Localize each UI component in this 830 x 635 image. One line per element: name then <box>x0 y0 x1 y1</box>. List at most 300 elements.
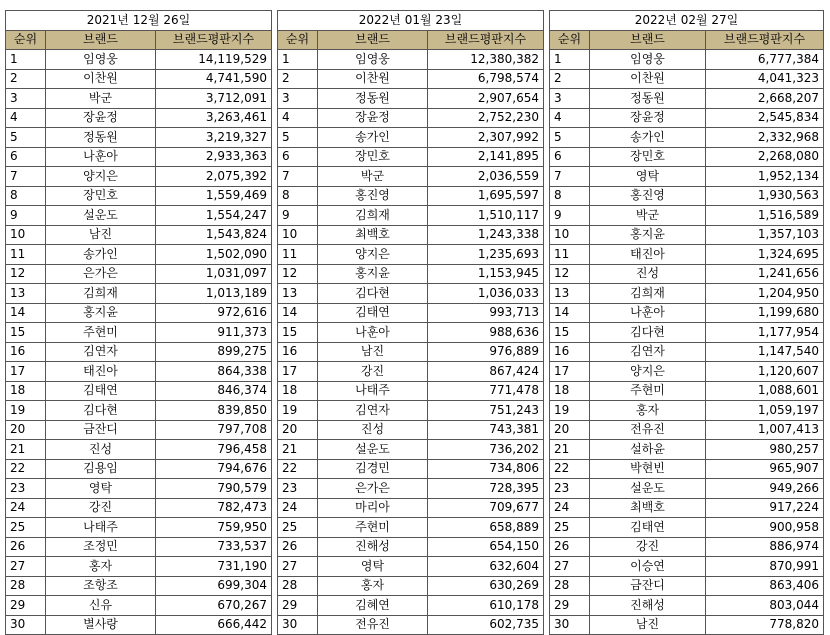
score-cell: 846,374 <box>156 381 272 401</box>
table-row <box>6 615 272 635</box>
brand-cell: 박군 <box>46 89 156 109</box>
score-cell: 988,636 <box>428 323 544 343</box>
table-row <box>550 401 824 421</box>
score-cell: 670,267 <box>156 596 272 616</box>
ranking-panel-2 <box>277 10 544 635</box>
table-row <box>6 518 272 538</box>
table-row <box>550 69 824 89</box>
score-cell: 6,798,574 <box>428 69 544 89</box>
brand-cell: 금잔디 <box>46 420 156 440</box>
table-row <box>278 128 544 148</box>
table-row <box>6 557 272 577</box>
table-row <box>6 381 272 401</box>
rank-cell: 28 <box>550 576 590 596</box>
rank-cell: 23 <box>6 479 46 499</box>
rank-cell: 18 <box>278 381 318 401</box>
rank-cell: 1 <box>278 50 318 70</box>
brand-cell: 은가은 <box>46 264 156 284</box>
rank-cell: 3 <box>6 89 46 109</box>
table-row <box>278 303 544 323</box>
table-row <box>550 264 824 284</box>
score-cell: 899,275 <box>156 342 272 362</box>
brand-cell: 마리아 <box>318 498 428 518</box>
rank-cell: 16 <box>550 342 590 362</box>
rank-header: 순위 <box>550 30 590 50</box>
brand-cell: 김다현 <box>590 323 706 343</box>
rank-cell: 29 <box>6 596 46 616</box>
rank-cell: 25 <box>6 518 46 538</box>
score-cell: 1,088,601 <box>706 381 824 401</box>
score-cell: 1,502,090 <box>156 245 272 265</box>
rank-cell: 4 <box>278 108 318 128</box>
score-cell: 965,907 <box>706 459 824 479</box>
brand-cell: 김연자 <box>318 401 428 421</box>
table-row <box>6 459 272 479</box>
rank-cell: 13 <box>278 284 318 304</box>
rank-cell: 20 <box>550 420 590 440</box>
table-row <box>6 362 272 382</box>
brand-cell: 영탁 <box>318 557 428 577</box>
score-header: 브랜드평판지수 <box>706 30 824 50</box>
table-row <box>278 167 544 187</box>
rank-cell: 3 <box>278 89 318 109</box>
brand-cell: 홍자 <box>46 557 156 577</box>
rank-cell: 27 <box>278 557 318 577</box>
brand-cell: 김태연 <box>46 381 156 401</box>
brand-cell: 강진 <box>590 537 706 557</box>
rank-cell: 30 <box>6 615 46 635</box>
panel-date: 2022년 01월 23일 <box>278 11 544 31</box>
rank-cell: 26 <box>550 537 590 557</box>
rank-cell: 21 <box>6 440 46 460</box>
table-row <box>550 186 824 206</box>
table-row <box>550 537 824 557</box>
score-cell: 658,889 <box>428 518 544 538</box>
rank-cell: 24 <box>6 498 46 518</box>
brand-cell: 나훈아 <box>46 147 156 167</box>
brand-cell: 정동원 <box>46 128 156 148</box>
brand-cell: 김경민 <box>318 459 428 479</box>
score-cell: 1,543,824 <box>156 225 272 245</box>
brand-header: 브랜드 <box>590 30 706 50</box>
score-cell: 1,031,097 <box>156 264 272 284</box>
score-cell: 1,510,117 <box>428 206 544 226</box>
brand-cell: 김희재 <box>318 206 428 226</box>
brand-cell: 강진 <box>46 498 156 518</box>
table-row <box>278 69 544 89</box>
table-row <box>278 225 544 245</box>
brand-cell: 홍지윤 <box>318 264 428 284</box>
rank-cell: 6 <box>278 147 318 167</box>
table-row <box>6 128 272 148</box>
brand-cell: 진성 <box>318 420 428 440</box>
score-cell: 3,263,461 <box>156 108 272 128</box>
brand-cell: 나훈아 <box>590 303 706 323</box>
score-header: 브랜드평판지수 <box>428 30 544 50</box>
rank-cell: 23 <box>550 479 590 499</box>
brand-header: 브랜드 <box>318 30 428 50</box>
table-row <box>6 284 272 304</box>
score-cell: 867,424 <box>428 362 544 382</box>
table-row <box>6 50 272 70</box>
table-row <box>278 284 544 304</box>
rank-header: 순위 <box>6 30 46 50</box>
rank-cell: 20 <box>6 420 46 440</box>
table-row <box>6 108 272 128</box>
score-cell: 771,478 <box>428 381 544 401</box>
score-cell: 790,579 <box>156 479 272 499</box>
brand-cell: 양지은 <box>46 167 156 187</box>
rank-cell: 24 <box>278 498 318 518</box>
table-row <box>550 225 824 245</box>
score-cell: 1,554,247 <box>156 206 272 226</box>
brand-cell: 김희재 <box>590 284 706 304</box>
rank-header: 순위 <box>278 30 318 50</box>
rank-cell: 18 <box>6 381 46 401</box>
score-cell: 980,257 <box>706 440 824 460</box>
brand-cell: 진해성 <box>318 537 428 557</box>
score-cell: 709,677 <box>428 498 544 518</box>
rank-cell: 18 <box>550 381 590 401</box>
brand-cell: 홍자 <box>318 576 428 596</box>
brand-cell: 김연자 <box>590 342 706 362</box>
brand-cell: 조항조 <box>46 576 156 596</box>
table-row <box>550 557 824 577</box>
rank-cell: 22 <box>278 459 318 479</box>
rank-cell: 11 <box>6 245 46 265</box>
rank-cell: 6 <box>550 147 590 167</box>
score-cell: 2,075,392 <box>156 167 272 187</box>
brand-cell: 설하윤 <box>590 440 706 460</box>
score-cell: 728,395 <box>428 479 544 499</box>
rank-cell: 5 <box>278 128 318 148</box>
rank-cell: 10 <box>550 225 590 245</box>
table-row <box>550 498 824 518</box>
brand-cell: 이찬원 <box>590 69 706 89</box>
table-row <box>550 342 824 362</box>
score-cell: 993,713 <box>428 303 544 323</box>
table-row <box>550 245 824 265</box>
score-cell: 751,243 <box>428 401 544 421</box>
rank-cell: 5 <box>550 128 590 148</box>
rank-cell: 13 <box>6 284 46 304</box>
brand-cell: 김희재 <box>46 284 156 304</box>
table-row <box>278 498 544 518</box>
rank-cell: 30 <box>278 615 318 635</box>
brand-cell: 주현미 <box>318 518 428 538</box>
table-row <box>550 518 824 538</box>
brand-cell: 박군 <box>590 206 706 226</box>
score-cell: 976,889 <box>428 342 544 362</box>
brand-cell: 박현빈 <box>590 459 706 479</box>
score-cell: 797,708 <box>156 420 272 440</box>
brand-cell: 금잔디 <box>590 576 706 596</box>
brand-cell: 송가인 <box>46 245 156 265</box>
score-cell: 917,224 <box>706 498 824 518</box>
score-cell: 14,119,529 <box>156 50 272 70</box>
brand-cell: 진성 <box>590 264 706 284</box>
brand-cell: 정동원 <box>590 89 706 109</box>
score-cell: 1,153,945 <box>428 264 544 284</box>
table-row <box>6 537 272 557</box>
score-cell: 782,473 <box>156 498 272 518</box>
score-cell: 1,952,134 <box>706 167 824 187</box>
score-cell: 736,202 <box>428 440 544 460</box>
score-cell: 794,676 <box>156 459 272 479</box>
score-cell: 2,907,654 <box>428 89 544 109</box>
table-row <box>6 479 272 499</box>
brand-cell: 설운도 <box>46 206 156 226</box>
brand-cell: 설운도 <box>590 479 706 499</box>
score-cell: 839,850 <box>156 401 272 421</box>
rank-cell: 1 <box>550 50 590 70</box>
table-row <box>278 50 544 70</box>
brand-cell: 나태주 <box>46 518 156 538</box>
score-cell: 12,380,382 <box>428 50 544 70</box>
brand-cell: 김용임 <box>46 459 156 479</box>
score-cell: 733,537 <box>156 537 272 557</box>
score-cell: 864,338 <box>156 362 272 382</box>
rank-cell: 25 <box>278 518 318 538</box>
score-cell: 1,204,950 <box>706 284 824 304</box>
score-cell: 1,059,197 <box>706 401 824 421</box>
score-cell: 911,373 <box>156 323 272 343</box>
brand-cell: 장윤정 <box>46 108 156 128</box>
rank-cell: 4 <box>550 108 590 128</box>
brand-cell: 주현미 <box>46 323 156 343</box>
table-row <box>6 342 272 362</box>
table-row <box>550 167 824 187</box>
brand-cell: 별사랑 <box>46 615 156 635</box>
brand-cell: 주현미 <box>590 381 706 401</box>
rank-cell: 14 <box>550 303 590 323</box>
brand-cell: 최백호 <box>590 498 706 518</box>
score-cell: 4,741,590 <box>156 69 272 89</box>
panel-date: 2022년 02월 27일 <box>550 11 824 31</box>
brand-cell: 은가은 <box>318 479 428 499</box>
brand-cell: 김연자 <box>46 342 156 362</box>
brand-cell: 남진 <box>590 615 706 635</box>
rank-cell: 8 <box>550 186 590 206</box>
brand-cell: 임영웅 <box>318 50 428 70</box>
rank-cell: 8 <box>6 186 46 206</box>
rank-cell: 15 <box>278 323 318 343</box>
score-cell: 900,958 <box>706 518 824 538</box>
score-cell: 1,695,597 <box>428 186 544 206</box>
rank-cell: 30 <box>550 615 590 635</box>
rank-cell: 9 <box>6 206 46 226</box>
score-cell: 886,974 <box>706 537 824 557</box>
brand-cell: 임영웅 <box>46 50 156 70</box>
table-row <box>278 557 544 577</box>
rank-cell: 9 <box>550 206 590 226</box>
brand-cell: 진해성 <box>590 596 706 616</box>
rank-cell: 29 <box>278 596 318 616</box>
brand-cell: 나훈아 <box>318 323 428 343</box>
score-cell: 1,013,189 <box>156 284 272 304</box>
table-row <box>550 303 824 323</box>
table-row <box>6 498 272 518</box>
table-row <box>6 303 272 323</box>
table-row <box>278 459 544 479</box>
score-cell: 654,150 <box>428 537 544 557</box>
table-row <box>278 323 544 343</box>
brand-cell: 영탁 <box>590 167 706 187</box>
rank-cell: 9 <box>278 206 318 226</box>
rank-cell: 2 <box>278 69 318 89</box>
table-row <box>6 167 272 187</box>
score-cell: 803,044 <box>706 596 824 616</box>
brand-cell: 송가인 <box>590 128 706 148</box>
brand-cell: 장민호 <box>46 186 156 206</box>
table-row <box>550 440 824 460</box>
table-row <box>550 284 824 304</box>
score-cell: 4,041,323 <box>706 69 824 89</box>
score-cell: 6,777,384 <box>706 50 824 70</box>
rank-cell: 17 <box>278 362 318 382</box>
table-row <box>6 440 272 460</box>
score-cell: 2,036,559 <box>428 167 544 187</box>
table-row <box>550 381 824 401</box>
score-cell: 2,545,834 <box>706 108 824 128</box>
rank-cell: 29 <box>550 596 590 616</box>
brand-cell: 김다현 <box>318 284 428 304</box>
rank-cell: 17 <box>6 362 46 382</box>
brand-cell: 박군 <box>318 167 428 187</box>
brand-cell: 홍진영 <box>590 186 706 206</box>
rank-cell: 28 <box>278 576 318 596</box>
score-cell: 972,616 <box>156 303 272 323</box>
score-cell: 1,120,607 <box>706 362 824 382</box>
rank-cell: 14 <box>6 303 46 323</box>
brand-cell: 양지은 <box>590 362 706 382</box>
rank-cell: 22 <box>550 459 590 479</box>
rank-cell: 2 <box>6 69 46 89</box>
table-row <box>278 342 544 362</box>
rank-cell: 21 <box>278 440 318 460</box>
brand-cell: 홍진영 <box>318 186 428 206</box>
brand-cell: 영탁 <box>46 479 156 499</box>
brand-cell: 장민호 <box>590 147 706 167</box>
score-cell: 3,219,327 <box>156 128 272 148</box>
rank-cell: 26 <box>6 537 46 557</box>
table-row <box>6 596 272 616</box>
rank-cell: 24 <box>550 498 590 518</box>
rank-cell: 25 <box>550 518 590 538</box>
rank-cell: 10 <box>278 225 318 245</box>
rank-cell: 17 <box>550 362 590 382</box>
table-row <box>278 381 544 401</box>
score-cell: 2,332,968 <box>706 128 824 148</box>
rank-cell: 6 <box>6 147 46 167</box>
rank-cell: 15 <box>6 323 46 343</box>
score-cell: 1,930,563 <box>706 186 824 206</box>
score-cell: 949,266 <box>706 479 824 499</box>
table-row <box>550 420 824 440</box>
brand-cell: 이찬원 <box>46 69 156 89</box>
brand-cell: 태진아 <box>46 362 156 382</box>
brand-cell: 양지은 <box>318 245 428 265</box>
score-cell: 1,357,103 <box>706 225 824 245</box>
table-row <box>6 69 272 89</box>
table-row <box>6 264 272 284</box>
brand-cell: 이찬원 <box>318 69 428 89</box>
table-row <box>278 147 544 167</box>
table-row <box>550 89 824 109</box>
table-row <box>6 206 272 226</box>
ranking-panel-1 <box>5 10 272 635</box>
table-row <box>550 323 824 343</box>
brand-cell: 신유 <box>46 596 156 616</box>
brand-cell: 송가인 <box>318 128 428 148</box>
brand-cell: 홍자 <box>590 401 706 421</box>
brand-cell: 조정민 <box>46 537 156 557</box>
score-cell: 2,933,363 <box>156 147 272 167</box>
table-row <box>550 362 824 382</box>
brand-cell: 전유진 <box>318 615 428 635</box>
table-row <box>278 596 544 616</box>
table-row <box>550 479 824 499</box>
rank-cell: 11 <box>550 245 590 265</box>
rank-cell: 11 <box>278 245 318 265</box>
score-cell: 632,604 <box>428 557 544 577</box>
table-row <box>278 401 544 421</box>
score-cell: 2,668,207 <box>706 89 824 109</box>
brand-cell: 진성 <box>46 440 156 460</box>
brand-cell: 전유진 <box>590 420 706 440</box>
score-cell: 1,235,693 <box>428 245 544 265</box>
table-row <box>550 576 824 596</box>
table-row <box>278 264 544 284</box>
score-cell: 3,712,091 <box>156 89 272 109</box>
brand-cell: 임영웅 <box>590 50 706 70</box>
rank-cell: 10 <box>6 225 46 245</box>
rank-cell: 7 <box>278 167 318 187</box>
rank-cell: 13 <box>550 284 590 304</box>
rank-cell: 19 <box>278 401 318 421</box>
table-row <box>278 206 544 226</box>
rank-cell: 22 <box>6 459 46 479</box>
rank-cell: 3 <box>550 89 590 109</box>
table-row <box>6 245 272 265</box>
brand-cell: 홍지윤 <box>590 225 706 245</box>
rank-cell: 12 <box>6 264 46 284</box>
score-cell: 1,324,695 <box>706 245 824 265</box>
table-row <box>550 596 824 616</box>
table-row <box>278 576 544 596</box>
rank-cell: 7 <box>6 167 46 187</box>
score-cell: 2,268,080 <box>706 147 824 167</box>
score-cell: 1,559,469 <box>156 186 272 206</box>
score-cell: 602,735 <box>428 615 544 635</box>
brand-cell: 장윤정 <box>590 108 706 128</box>
table-row <box>278 362 544 382</box>
brand-cell: 김태연 <box>590 518 706 538</box>
score-cell: 778,820 <box>706 615 824 635</box>
table-row <box>278 537 544 557</box>
brand-header: 브랜드 <box>46 30 156 50</box>
table-row <box>550 615 824 635</box>
brand-cell: 나태주 <box>318 381 428 401</box>
ranking-panel-3 <box>549 10 824 635</box>
table-row <box>550 128 824 148</box>
score-cell: 2,307,992 <box>428 128 544 148</box>
score-cell: 1,243,338 <box>428 225 544 245</box>
score-cell: 666,442 <box>156 615 272 635</box>
table-row <box>6 420 272 440</box>
score-cell: 699,304 <box>156 576 272 596</box>
rank-cell: 27 <box>550 557 590 577</box>
